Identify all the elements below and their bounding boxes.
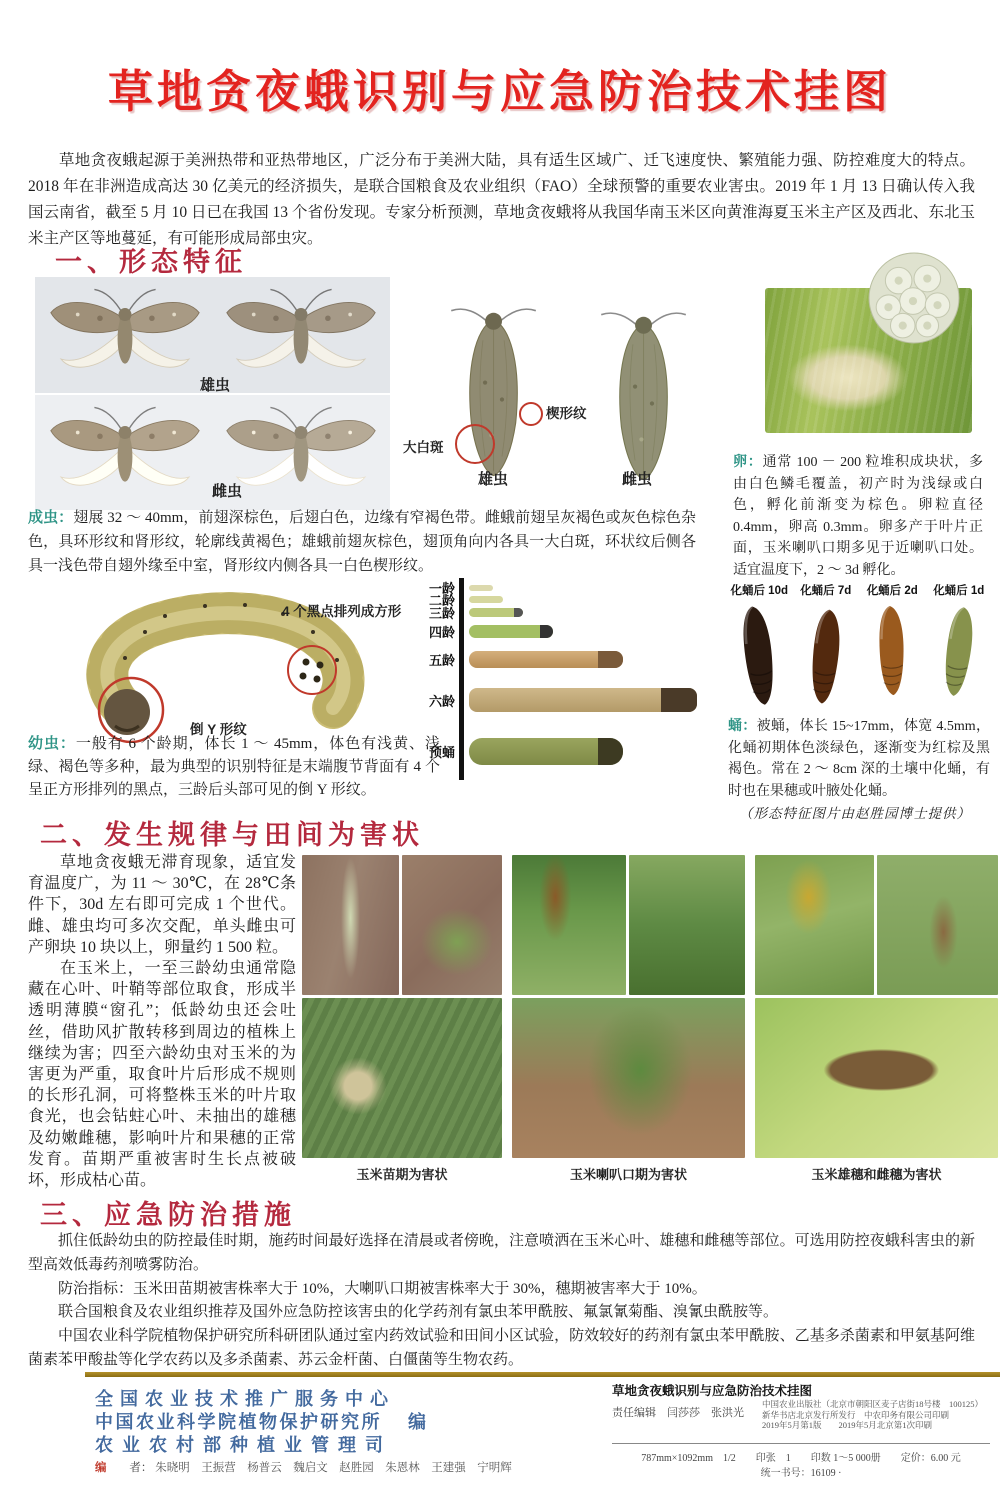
photo-caption-tassel: 玉米雄穗和雌穗为害状 [811, 1167, 942, 1182]
label-big-white-spot: 大白斑 [403, 440, 444, 455]
pupa-stage-label: 化蛹后 2d [866, 585, 918, 597]
spread-moth-image [41, 283, 209, 385]
pupa-stage-label: 化蛹后 7d [800, 585, 852, 597]
damage-photo-seedling-2 [402, 855, 502, 995]
publisher-line-2: 新华书店北京发行所发行 中农印务有限公司印刷 [762, 1409, 950, 1420]
folded-moth-female-image [588, 302, 698, 487]
spread-moth-image [41, 401, 209, 503]
damage-photo-seedling-leaf-eggmass [302, 998, 502, 1158]
colophon-resp-editor: 责任编辑 闫莎莎 张洪光 [612, 1407, 744, 1419]
pupa-image [936, 599, 982, 704]
pupa-image [732, 599, 787, 713]
damage-photo-whorl-field [512, 998, 745, 1158]
female-moth-label: 雌虫 [212, 483, 243, 500]
publisher-line-3: 2019年5月第1版 2019年5月北京第1次印刷 [762, 1420, 933, 1430]
pupa-stage-label: 化蛹后 10d [730, 585, 788, 597]
pupa-description [728, 716, 990, 802]
instar-label: 一龄 [428, 581, 455, 596]
larva-text: 一般有 6 个龄期，体长 1 ～ 45mm，体色有浅黄、浅绿、褐色等多种，最为典型的识别特征是末端腹节背面有 4 个呈正方形排列的黑点，三龄后头部可见的倒 Y 形纹。 [28, 736, 440, 798]
footer-org-2: 中国农业科学院植物保护研究所 [95, 1412, 382, 1432]
publisher-line-1: 中国农业出版社（北京市朝阳区麦子店街18号楼 100125） [762, 1399, 984, 1409]
intro-paragraph: 草地贪夜蛾起源于美洲热带和亚热带地区，广泛分布于美洲大陆，具有适生区域广、迁飞速度快、繁殖能力强、防控难度大的特点。2018 年在非洲造成高达 30 亿美元的经济损失，是联合国粮食及农业组织（FAO）全球预警的重要农业害虫。2019 年 1 月 13 日确认传入我国云南省，截至 5 月 10 日已在我国 13 个省份发现。专家分析预测，草地贪夜蛾将从我国华南玉米区向黄淮海夏玉米主产区及西北、东北玉米主产区等地蔓延，有可能形成局部虫灾。 [28, 152, 975, 247]
instar-label: 三龄 [428, 606, 455, 621]
damage-photo-whorl-plant [629, 855, 745, 995]
damage-photo-grid [302, 855, 998, 1158]
adult-description [28, 506, 696, 578]
damage-photo-whorl-closeup [512, 855, 626, 995]
pupa-stage-label: 化蛹后 1d [933, 585, 985, 597]
damage-photo-ear-larva [755, 998, 998, 1158]
larva-stage-image [469, 688, 697, 712]
section3-paragraph-4: 中国农业科学院植物保护研究所科研团队通过室内药效试验和田间小区试验，防效较好的药剂有氯虫苯甲酰胺、乙基多杀菌素和甲氨基阿维菌素苯甲酸盐等化学农药以及多杀菌素、苏云金杆菌、白僵菌等生物农药。 [28, 1328, 975, 1368]
larva-term: 幼虫： [28, 736, 76, 752]
instar-row [425, 603, 523, 622]
book-number: 统一书号：16109 · [760, 1468, 842, 1479]
section3-paragraph-2: 防治指标：玉米田苗期被害株率大于 10%，大喇叭口期被害株率大于 30%，穗期被害率大于 10%。 [58, 1280, 707, 1297]
damage-photo-tassel-1 [755, 855, 874, 995]
egg-text: 通常 100 － 200 粒堆积成块状，多由白色鳞毛覆盖，初产时为浅绿或白色，孵化前渐变为棕色。卵粒直径 0.4mm，卵高 0.3mm。卵多产于叶片正面，玉米喇叭口期多见于近喇叭口处。适宜温度下，2 ～ 3d 孵化。 [733, 455, 984, 578]
egg-term: 卵： [733, 455, 763, 470]
pupa-stage [926, 582, 993, 714]
section2-text-column [28, 852, 296, 1191]
adult-term: 成虫： [28, 510, 74, 526]
instar-label: 二龄 [428, 593, 455, 608]
editors-names: 朱晓明 王振营 杨普云 魏启文 赵胜园 朱恩林 王建强 宁明辉 [155, 1462, 512, 1474]
instar-label: 四龄 [428, 625, 455, 640]
print-info: 787mm×1092mm 1/2 印张 1 印数 1～5 000册 定价：6.00 元 [641, 1453, 961, 1464]
page-title: 草地贪夜蛾识别与应急防治技术挂图 [107, 66, 892, 117]
egg-inset-magnified [868, 252, 960, 344]
colophon-publisher-block [762, 1399, 992, 1431]
larva-stage-image [469, 625, 553, 638]
photo-caption-seedling: 玉米苗期为害状 [356, 1167, 448, 1182]
pupa-image [872, 600, 913, 702]
footer-org-editor-suffix: 编 [408, 1412, 426, 1432]
footer-org-3: 农业农村部种植业管理司 [95, 1435, 392, 1455]
instar-label: 五龄 [428, 653, 455, 668]
section2-heading: 二、发生规律与田间为害状 [40, 820, 424, 850]
folded-male-caption: 雄虫 [478, 471, 509, 488]
larva-description [28, 733, 440, 802]
section2-paragraph-1: 草地贪夜蛾无滞育现象，适宜发育温度广，为 11 ～ 30℃，在 28℃条件下，30d 左右即可完成 1 个世代。雌、雄虫均可多次交配，单头雌虫可产卵块 10 块以上，卵量约 1 500 粒。 [28, 854, 296, 956]
pupa-term: 蛹： [728, 719, 757, 734]
damage-photo-seedling-1 [302, 855, 399, 995]
instar-chart [425, 572, 717, 787]
annotation-circle-wedge-mark [519, 402, 543, 426]
section3-paragraph-3: 联合国粮食及农业组织推荐及国外应急防控该害虫的化学药剂有氯虫苯甲酰胺、氟氯氰菊酯、溴氰虫酰胺等。 [58, 1304, 779, 1321]
larva-stage-image [469, 738, 623, 765]
section3-paragraph-1: 抓住低龄幼虫的防控最佳时期，施药时间最好选择在清晨或者傍晚，注意喷洒在玉米心叶、雄穗和雌穗等部位。可选用防控夜蛾科害虫的新型高效低毒药剂喷雾防治。 [28, 1233, 975, 1273]
folded-female-caption: 雌虫 [622, 471, 653, 488]
larva-stage-image [469, 596, 503, 603]
photo-credit: （形态特征图片由赵胜园博士提供） [739, 806, 971, 821]
instar-label: 预蛹 [428, 745, 455, 760]
pupa-text: 被蛹，体长 15~17mm，体宽 4.5mm，化蛹初期体色淡绿色，逐渐变为红棕及黑褐色。常在 2 ～ 8cm 深的土壤中化蛹，有时也在果穗或叶腋处化蛹。 [728, 719, 990, 799]
pupa-stage [793, 582, 860, 714]
footer-divider [85, 1372, 1000, 1377]
larva-stage-image [469, 651, 623, 668]
pupa-stage [726, 582, 793, 714]
label-wedge-mark: 楔形纹 [546, 406, 587, 421]
instar-row [425, 738, 623, 765]
footer-org-1: 全国农业技术推广服务中心 [95, 1389, 395, 1409]
label-inverted-y: 倒 Y 形纹 [190, 722, 247, 737]
male-moth-label: 雄虫 [200, 377, 231, 394]
adult-text: 翅展 32 ～ 40mm，前翅深棕色，后翅白色，边缘有窄褐色带。雌蛾前翅呈灰褐色或灰色棕色杂色，具环形纹和肾形纹，轮廓线黄褐色；雄蛾前翅灰棕色，翅顶角向内各具一大白斑，环状纹后侧各具一浅色带自翅外缘至中室，肾形纹内侧各具一白色楔形纹。 [28, 510, 696, 574]
larva-stage-image [469, 608, 523, 617]
instar-row [425, 688, 697, 712]
section2-paragraph-2: 在玉米上，一至三龄幼虫通常隐藏在心叶、叶鞘等部位取食，形成半透明薄膜“窗孔”；低龄幼虫还会吐丝，借助风扩散转移到周边的植株上继续为害；四至六龄幼虫对玉米的为害更为严重，取食叶片后形成不规则的长形孔洞，可将整株玉米的叶片取食光，也会钻蛀心叶、未抽出的雄穗及幼嫩雌穗，影响叶片和果穗的正常发育。苗期严重被害时生长点被破坏，形成枯心苗。 [28, 960, 296, 1190]
spread-moth-image [217, 283, 385, 385]
section1-heading: 一、形态特征 [55, 247, 247, 277]
folded-moth-male-image [438, 298, 548, 483]
instar-label: 六龄 [428, 693, 455, 709]
label-four-black-dots: 4 个黑点排列成方形 [282, 604, 402, 619]
section3-heading: 三、应急防治措施 [40, 1200, 296, 1230]
footer-editors-line [95, 1459, 512, 1475]
photo-caption-whorl: 玉米喇叭口期为害状 [569, 1167, 687, 1182]
colophon-divider [612, 1443, 990, 1444]
pupa-stages [726, 582, 992, 714]
egg-description [733, 452, 983, 581]
instar-row [425, 650, 623, 669]
damage-photo-tassel-2 [877, 855, 998, 995]
editors-label: 者： [129, 1462, 153, 1474]
spread-moth-image [217, 401, 385, 503]
editors-label-red: 编 [95, 1462, 107, 1474]
section3-text [28, 1230, 975, 1373]
annotation-circle-big-white-spot [455, 424, 495, 464]
pupa-image [803, 600, 849, 714]
instar-row [425, 622, 553, 641]
colophon-title: 草地贪夜蛾识别与应急防治技术挂图 [612, 1384, 813, 1398]
pupa-stage [859, 582, 926, 714]
